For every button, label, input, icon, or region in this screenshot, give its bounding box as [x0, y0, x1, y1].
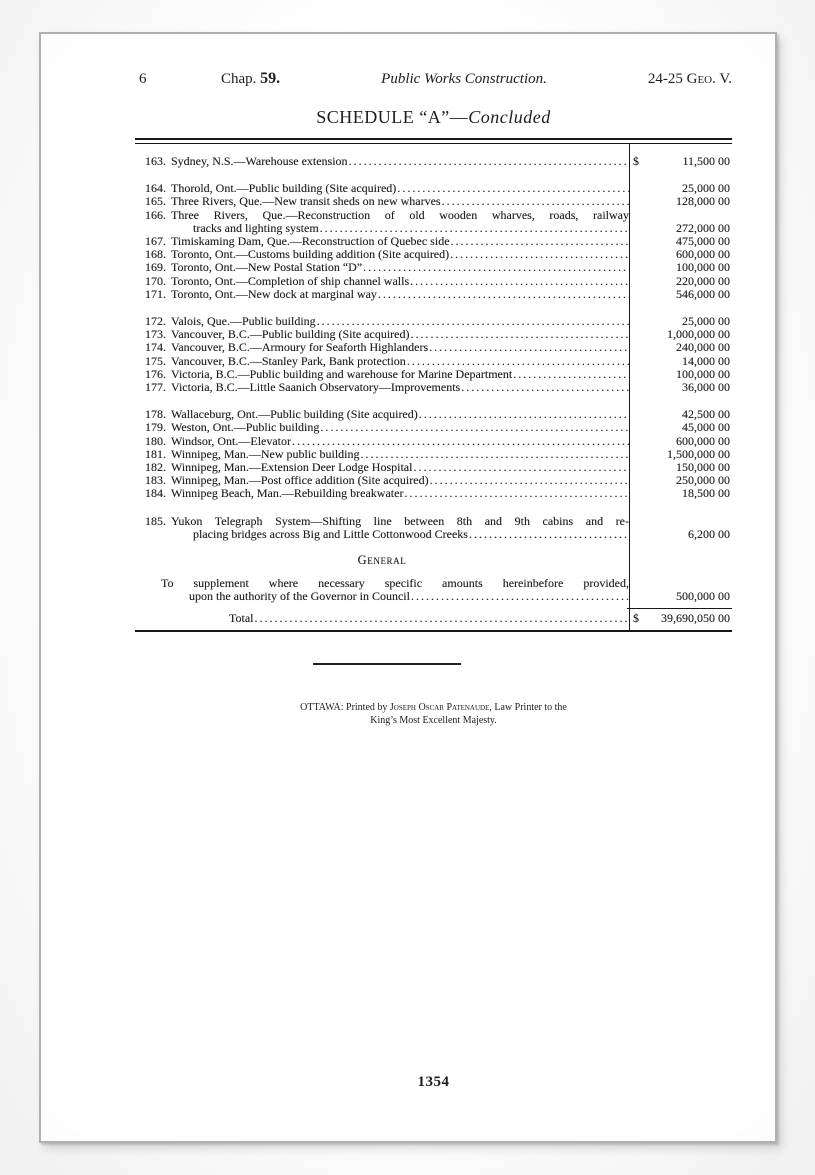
page-header: [135, 70, 732, 88]
supplement-line2-wrap: [161, 590, 629, 603]
desc-text: Valois, Que.—Public building: [171, 314, 316, 329]
amount-value: 25,000 00: [682, 181, 730, 196]
row-description: [171, 275, 629, 288]
dot-leader: [512, 368, 629, 381]
row-description: [171, 261, 629, 274]
amount-value: 100,000 00: [676, 366, 730, 381]
amount-value: 100,000 00: [676, 260, 730, 275]
imprint-suffix: , Law Printer to the: [489, 702, 567, 713]
running-title: Public Works Construction.: [381, 71, 547, 87]
supplement-line2: upon the authority of the Governor in Council: [189, 589, 410, 604]
total-amount: [629, 612, 732, 625]
amount-value: 11,500 00: [682, 154, 730, 168]
row-number: 184.: [145, 486, 166, 501]
supplement-text: [135, 577, 629, 603]
chapter-word: Chap.: [221, 71, 257, 87]
amount-value: 600,000 00: [676, 247, 730, 262]
supplement-line1: To supplement where necessary specific amounts hereinbefore provided,: [161, 576, 629, 591]
row-number: 173.: [145, 327, 166, 342]
regnal-year: 24-25 Geo. V.: [647, 71, 732, 87]
desc-line1-wrap: [171, 487, 629, 500]
desc-text: Windsor, Ont.—Elevator: [171, 433, 292, 448]
table-row: [135, 515, 732, 541]
row-amount: [629, 487, 732, 500]
table-row: [135, 288, 732, 301]
dot-leader: [319, 421, 629, 434]
row-number: 175.: [145, 353, 166, 368]
row-number: 177.: [145, 380, 166, 395]
row-amount: [629, 528, 732, 541]
desc-text: Victoria, B.C.—Little Saanich Observatory—Improvements: [171, 380, 461, 395]
amount-value: 6,200 00: [688, 526, 730, 541]
row-amount: [629, 261, 732, 274]
row-amount: [629, 155, 732, 168]
desc-line1-wrap: [171, 155, 629, 168]
row-description: [171, 487, 629, 500]
desc-line1-wrap: [171, 275, 629, 288]
dot-leader: [428, 341, 629, 354]
row-description: [171, 381, 629, 394]
row-number: 167.: [145, 234, 166, 249]
row-number: 181.: [145, 446, 166, 461]
dollar-sign: $: [633, 610, 639, 625]
dot-leader: [406, 355, 629, 368]
row-number: 180.: [145, 433, 166, 448]
imprint: [135, 702, 732, 727]
dot-leader: [410, 590, 629, 603]
desc-line1-wrap: [171, 195, 629, 208]
table-row: [135, 435, 732, 448]
imprint-printed-by: Printed by: [346, 702, 390, 713]
amount-value: 220,000 00: [676, 273, 730, 288]
desc-line1-wrap: [171, 355, 629, 368]
table-row: [135, 155, 732, 168]
desc-line1: Three Rivers, Que.—Reconstruction of old wooden wharves, roads, railway: [171, 207, 629, 222]
desc-text: Winnipeg Beach, Man.—Rebuilding breakwater: [171, 486, 404, 501]
schedule-table: [135, 138, 732, 632]
row-description: [171, 195, 629, 208]
desc-line1-wrap: [171, 288, 629, 301]
row-number: 170.: [145, 273, 166, 288]
row-number: 166.: [145, 207, 166, 222]
row-number: 164.: [145, 181, 166, 196]
chapter-number: 59.: [260, 70, 281, 87]
row-number: 165.: [145, 194, 166, 209]
desc-text: Wallaceburg, Ont.—Public building (Site acquired): [171, 407, 418, 422]
row-number: 182.: [145, 460, 166, 475]
amount-value: 42,500 00: [682, 407, 730, 422]
imprint-line1: [135, 702, 732, 715]
table-body: [135, 144, 732, 632]
chapter-label: [221, 70, 280, 88]
row-description: [171, 421, 629, 434]
dot-leader: [409, 328, 629, 341]
dot-leader: [418, 408, 629, 421]
total-row: [135, 612, 732, 625]
amount-value: 150,000 00: [676, 460, 730, 475]
table-row: [135, 341, 732, 354]
row-number: 163.: [145, 154, 166, 168]
row-description: [171, 209, 629, 235]
desc-line2: tracks and lighting system: [193, 220, 319, 235]
amount-value: 250,000 00: [676, 473, 730, 488]
schedule-label: SCHEDULE “A”: [316, 107, 450, 127]
imprint-line2: King’s Most Excellent Majesty.: [370, 714, 497, 726]
dot-leader: [450, 235, 629, 248]
row-number: 168.: [145, 247, 166, 262]
amount-value: 600,000 00: [676, 433, 730, 448]
row-number: 176.: [145, 366, 166, 381]
desc-text: Toronto, Ont.—New Postal Station “D”: [171, 260, 363, 275]
desc-text: Vancouver, B.C.—Armoury for Seaforth Highlanders: [171, 340, 429, 355]
desc-text: Winnipeg, Man.—Post office addition (Site acquired): [171, 473, 429, 488]
desc-text: Toronto, Ont.—New dock at marginal way: [171, 286, 377, 301]
row-amount: [629, 288, 732, 301]
table-row: [135, 421, 732, 434]
desc-text: Sydney, N.S.—Warehouse extension: [171, 154, 348, 168]
row-amount: [629, 275, 732, 288]
row-amount: [629, 341, 732, 354]
amount-value: 14,000 00: [682, 353, 730, 368]
imprint-city: OTTAWA:: [300, 702, 347, 713]
document-page: [39, 32, 777, 1143]
schedule-rows: [135, 155, 732, 541]
schedule-concluded: Concluded: [468, 107, 551, 127]
table-row: [135, 487, 732, 500]
dot-leader: [377, 288, 629, 301]
dot-leader: [412, 461, 629, 474]
row-number: 179.: [145, 420, 166, 435]
row-number: 172.: [145, 314, 166, 329]
total-body: [135, 612, 629, 625]
row-description: [171, 515, 629, 541]
table-row: [135, 195, 732, 208]
page-folio: 1354: [417, 1074, 450, 1090]
desc-text: Timiskaming Dam, Que.—Reconstruction of Quebec side: [171, 234, 450, 249]
dot-leader: [429, 474, 629, 487]
row-amount: [629, 421, 732, 434]
dot-leader: [460, 381, 629, 394]
desc-line1-wrap: [171, 381, 629, 394]
dollar-sign: $: [633, 154, 639, 168]
amount-value: 45,000 00: [682, 420, 730, 435]
amount-value: 475,000 00: [676, 234, 730, 249]
dot-leader: [348, 155, 629, 168]
dot-leader: [403, 487, 629, 500]
desc-line1-wrap: [171, 435, 629, 448]
desc-text: Vancouver, B.C.—Public building (Site acquired): [171, 327, 410, 342]
table-row: [135, 355, 732, 368]
dot-leader: [362, 261, 629, 274]
table-row: [135, 261, 732, 274]
dot-leader: [409, 275, 629, 288]
amount-value: 128,000 00: [676, 194, 730, 209]
desc-text: Weston, Ont.—Public building: [171, 420, 320, 435]
row-description: [171, 288, 629, 301]
desc-line2-wrap: [171, 528, 629, 541]
desc-line1: Yukon Telegraph System—Shifting line between 8th and 9th cabins and re-: [171, 513, 629, 528]
desc-line1-wrap: [171, 421, 629, 434]
desc-text: Toronto, Ont.—Customs building addition (Site acquired): [171, 247, 450, 262]
general-heading: General: [357, 553, 407, 568]
desc-text: Victoria, B.C.—Public building and warehouse for Marine Department: [171, 366, 513, 381]
amount-value: 18,500 00: [682, 486, 730, 501]
total-label: Total: [229, 610, 254, 625]
imprint-printer-name: Joseph Oscar Patenaude: [389, 702, 490, 713]
row-number: 178.: [145, 407, 166, 422]
amount-value: 39,690,050 00: [661, 610, 730, 625]
amount-value: 36,000 00: [682, 380, 730, 395]
desc-text: Vancouver, B.C.—Stanley Park, Bank protection: [171, 353, 406, 368]
row-description: [171, 435, 629, 448]
amount-value: 272,000 00: [676, 220, 730, 235]
desc-text: Toronto, Ont.—Completion of ship channel walls: [171, 273, 410, 288]
row-number: 171.: [145, 286, 166, 301]
table-row: [135, 209, 732, 235]
schedule-title: [135, 107, 732, 128]
dot-leader: [254, 612, 630, 625]
desc-text: Thorold, Ont.—Public building (Site acquired): [171, 181, 397, 196]
row-number: 183.: [145, 473, 166, 488]
dot-leader: [468, 528, 629, 541]
desc-text: Three Rivers, Que.—New transit sheds on new wharves: [171, 194, 441, 209]
footer-separator-rule: [313, 663, 461, 665]
row-number: 169.: [145, 260, 166, 275]
dot-leader: [291, 435, 629, 448]
amount-value: 1,000,000 00: [667, 327, 730, 342]
supplement-amount: [629, 590, 732, 603]
amount-value: 500,000 00: [676, 589, 730, 604]
desc-line1-wrap: [171, 261, 629, 274]
row-number: 185.: [145, 513, 166, 528]
total-sum-rule: [627, 608, 732, 609]
supplement-row: [135, 577, 732, 603]
row-description: [171, 355, 629, 368]
table-row: [135, 381, 732, 394]
amount-value: 546,000 00: [676, 286, 730, 301]
row-amount: [629, 381, 732, 394]
amount-value: 240,000 00: [676, 340, 730, 355]
desc-line1-wrap: [171, 341, 629, 354]
row-number: 174.: [145, 340, 166, 355]
dot-leader: [449, 248, 629, 261]
desc-line2: placing bridges across Big and Little Cottonwood Creeks: [193, 526, 468, 541]
table-row: [135, 275, 732, 288]
row-description: [171, 155, 629, 168]
row-description: [171, 341, 629, 354]
amount-value: 25,000 00: [682, 314, 730, 329]
header-page-number: 6: [139, 71, 147, 87]
dot-leader: [441, 195, 629, 208]
desc-text: Winnipeg, Man.—New public building: [171, 446, 360, 461]
amount-value: 1,500,000 00: [667, 446, 730, 461]
desc-text: Winnipeg, Man.—Extension Deer Lodge Hospital: [171, 460, 413, 475]
row-amount: [629, 195, 732, 208]
row-amount: [629, 435, 732, 448]
schedule-dash: —: [449, 107, 469, 127]
row-amount: [629, 355, 732, 368]
